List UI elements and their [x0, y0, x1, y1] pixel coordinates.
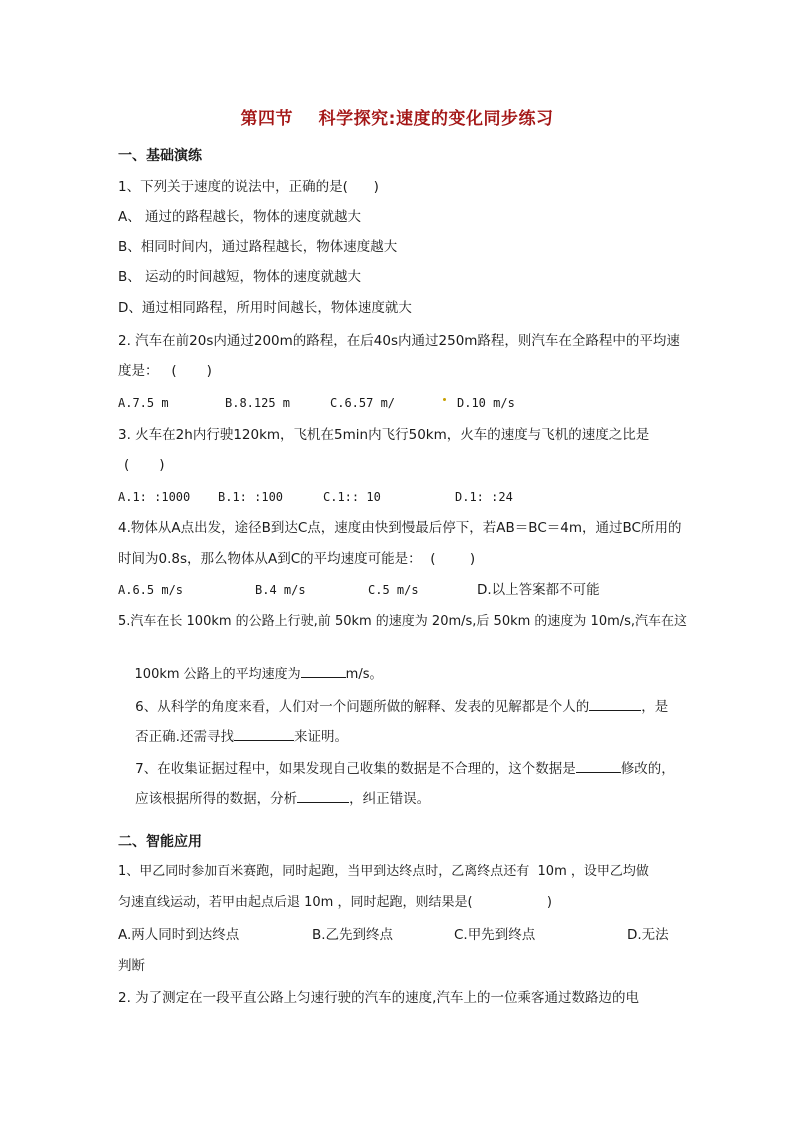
- section-heading-applied: 二、智能应用: [118, 834, 202, 850]
- q1-option-b: B、相同时间内，通过路程越长，物体速度越大: [118, 239, 398, 255]
- s2-q2-line1: 2. 为了测定在一段平直公路上匀速行驶的汽车的速度,汽车上的一位乘客通过数路边的电: [118, 990, 639, 1006]
- q4-stem-line2: 时间为0.8s，那么物体从A到C的平均速度可能是： ( ): [118, 551, 476, 567]
- q4-option-d: D.以上答案都不可能: [477, 582, 600, 598]
- q4-stem-line1: 4.物体从A点出发，途径B到达C点，速度由快到慢最后停下，若AB＝BC＝4m，通过BC所用的: [118, 520, 682, 536]
- q5-line2-text: 100km 公路上的平均速度为: [134, 667, 301, 682]
- q3-option-a: A.1: :1000: [118, 490, 191, 504]
- q6-line2-text: 否正确.还需寻找: [135, 729, 234, 745]
- s2-q1-line2: 匀速直线运动，若甲由起点后退 10m ，同时起跑，则结果是( ): [118, 895, 552, 910]
- q3-option-d: D.1: :24: [455, 490, 513, 504]
- q3-option-c: C.1:: 10: [323, 490, 381, 504]
- q7-blank-2[interactable]: [297, 788, 349, 803]
- q2-stem-line1: 2. 汽车在前20s内通过200m的路程，在后40s内通过250m路程，则汽车在全路程中的平均速: [118, 333, 680, 349]
- stray-dot: [443, 398, 446, 401]
- section-heading-basic: 一、基础演练: [118, 148, 202, 164]
- q7-line2-text: 应该根据所得的数据，分析: [135, 791, 298, 807]
- s2-q1-option-d: D.无法: [627, 927, 669, 943]
- q1-option-a: A、 通过的路程越长，物体的速度就越大: [118, 209, 362, 225]
- q7-line2: [118, 768, 688, 829]
- q1-stem: 1、下列关于速度的说法中，正确的是( ): [118, 179, 379, 195]
- s2-q1-option-c: C.甲先到终点: [454, 927, 536, 943]
- q2-option-b: B.8.125 m: [225, 396, 291, 410]
- q2-option-c: C.6.57 m/: [330, 396, 396, 410]
- q4-option-b: B.4 m/s: [255, 583, 306, 597]
- q5-line2-unit: m/s。: [345, 667, 383, 682]
- q7-line2-tail: ，纠正错误。: [349, 791, 431, 807]
- q6-line1-tail: ，是: [641, 699, 669, 715]
- q2-option-d: D.10 m/s: [457, 396, 515, 410]
- q3-stem-line2: ( ): [124, 457, 165, 473]
- q1-option-c: B、 运动的时间越短，物体的速度就越大: [118, 269, 362, 285]
- q6-line2-tail: 来证明。: [293, 729, 348, 745]
- q4-option-c: C.5 m/s: [368, 583, 419, 597]
- q7-line1-tail: 修改的，: [620, 761, 675, 777]
- q5-line1: 5.汽车在长 100km 的公路上行驶,前 50km 的速度为 20m/s,后 50km 的速度为 10m/s,汽车在这: [118, 614, 688, 629]
- q2-option-a: A.7.5 m: [118, 396, 169, 410]
- q7-line1-text: 7、在收集证据过程中，如果发现自己收集的数据是不合理的，这个数据是: [135, 761, 576, 777]
- s2-q1-option-a: A.两人同时到达终点: [118, 927, 240, 943]
- q1-option-d: D、通过相同路程，所用时间越长，物体速度就大: [118, 300, 412, 316]
- q6-line1-text: 6、从科学的角度来看，人们对一个问题所做的解释、发表的见解都是个人的: [135, 699, 590, 715]
- s2-q1-line1: 1、甲乙同时参加百米赛跑，同时起跑，当甲到达终点时，乙离终点还有 10m ，设甲乙均做: [118, 864, 649, 879]
- q3-option-b: B.1: :100: [218, 490, 284, 504]
- page-title: 第四节 科学探究:速度的变化同步练习: [240, 109, 554, 129]
- q2-stem-line2: 度是： ( ): [118, 363, 212, 379]
- s2-q1-option-b: B.乙先到终点: [312, 927, 394, 943]
- s2-q1-line4: 判断: [118, 958, 145, 974]
- q3-stem-line1: 3. 火车在2h内行驶120km，飞机在5min内飞行50km，火车的速度与飞机的速度之比是: [118, 427, 650, 443]
- q4-option-a: A.6.5 m/s: [118, 583, 184, 597]
